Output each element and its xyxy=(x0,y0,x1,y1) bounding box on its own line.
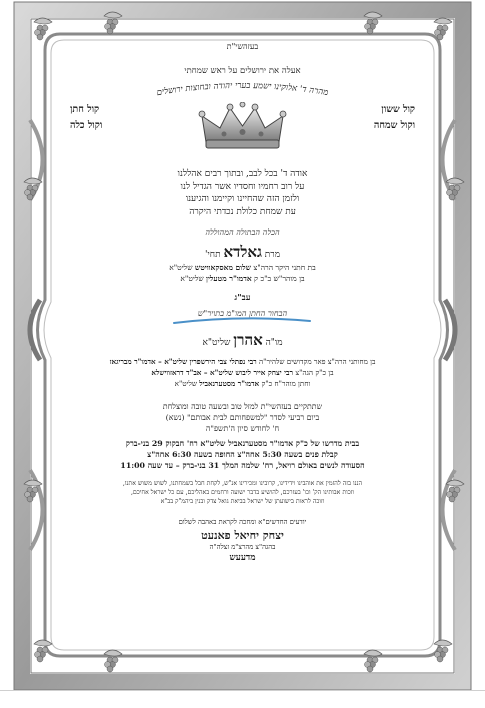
praise-line-1: אודה ד' בכל לבב, ובתוך רבים אהללנו xyxy=(177,169,308,179)
invite-line-1: שתתקיים בעזהשי"ת למזל טוב ובשעה טובה ומוצלחת xyxy=(162,402,323,411)
event-details xyxy=(62,438,423,471)
arc-verse-wrap xyxy=(62,80,423,98)
right-block-line-1: קול ששון xyxy=(381,104,415,115)
kalla-grandparent-line xyxy=(62,273,423,284)
praise-line-3: ולזמן הזה שהחיינו וקיימנו והגיענו xyxy=(185,194,300,204)
kalla-parent-line xyxy=(62,262,423,273)
chatan-prefix: מו"ה xyxy=(265,338,283,348)
kalla-line1-c: שליט"א xyxy=(169,263,193,272)
lineage-line-2 xyxy=(62,367,423,378)
kalla-line1-b: שלום מאסקאוויטש xyxy=(194,263,251,272)
notice-line-2: וזכות אבותינו הק' וכו' בעזרכם, להושיע בדבר ישועה ורחמים באהליכם, עם כל ישראל אחיכם, xyxy=(130,489,355,496)
notice-line-3: וזוכה לראות בישועתן של ישראל בביאת גואל צדק ובנין ביהמ"ק בב"א xyxy=(160,498,325,505)
chatan-name-line xyxy=(62,331,423,350)
invitation-content xyxy=(62,38,423,663)
lineage-2-a: בן כ"ק הגה"צ xyxy=(295,368,334,377)
chatan-lineage xyxy=(62,356,423,389)
im-connector: עב"ג xyxy=(234,293,251,303)
swoosh-ornament xyxy=(172,317,312,325)
lineage-3-a: וחתן מוהר"ח כ"ק xyxy=(261,379,311,388)
crown-icon xyxy=(194,102,291,152)
details-meal: הסעודה לנשים באולם רויאל, רח' שלמה המלך 31 בני-ברק – עד שעה 11:00 xyxy=(120,461,365,470)
left-block xyxy=(70,102,102,134)
lineage-3-c: שליט"א xyxy=(174,379,197,388)
chatan-title: הבחור החתן המו"מ בתויר"ש xyxy=(197,309,288,318)
lineage-1-b: רבי נפתלי צבי הירשפרין xyxy=(189,357,257,366)
signer-subtitle: בהגה"צ מהרצ"מ זצלה"ה xyxy=(209,543,276,551)
lineage-2-c: שליט"א – אב"ד דראזווישלא xyxy=(151,368,234,377)
kalla-title: הכלה הבתולה המהוללה xyxy=(205,228,280,237)
invite-section xyxy=(62,401,423,434)
opening-verse: אעלה את ירושלים על ראש שמחתי xyxy=(184,66,301,76)
kalla-prefix: מרת xyxy=(264,250,281,260)
chatan-title-wrap xyxy=(62,305,423,325)
kalla-line2-a: בן מוהר"ש ב"כ ק xyxy=(254,274,305,283)
arc-verse-text: מהרה ד' אלוקינו ישמע בערי יהודה ובחוצות ירושלים xyxy=(155,80,330,99)
lineage-1-c: שליט"א – אדמו"ר מבריגאז xyxy=(109,357,188,366)
invite-line-3: ח' לחודש סיון ה'תשפ"ה xyxy=(205,424,280,433)
footer-rule xyxy=(0,690,485,691)
kalla-name: גאלדא xyxy=(223,243,262,261)
lineage-line-3 xyxy=(62,378,423,389)
details-times: קבלת פנים בשעה 5:30 אחה"צ החופה בשעה 6:30 אחה"צ xyxy=(147,450,338,459)
arc-verse xyxy=(62,80,423,100)
right-block xyxy=(374,102,415,134)
left-block-line-2: וקול כלה xyxy=(70,120,103,131)
left-block-line-1: קול חתן xyxy=(70,104,100,115)
praise-line-4: עת שמחת כלולת נכדתי היקרה xyxy=(189,206,296,217)
signer-name: יצחק יחיאל פאנעט xyxy=(201,529,284,542)
chatan-name: אהרן xyxy=(233,331,263,349)
notice-line-1: הננו בזה להזמין את אוהבינו וידידינו, קרובינו ומכירינו אנ"ש, לקחת חבל בשמחתנו, לשוש משוש אתנו, xyxy=(122,480,363,487)
right-block-line-2: וקול שמחה xyxy=(373,120,415,131)
praise-line-2: על רוב רחמיו וחסדיו אשר הגדיל לנו xyxy=(180,181,305,192)
lineage-1-a: בן מחותני הרה"צ פאר מקדושים שלהיר"ה xyxy=(259,357,376,366)
lineage-line-1 xyxy=(62,356,423,367)
kalla-line1-a: בת חתני היקר הרה"צ xyxy=(253,263,316,272)
invite-line-2: ביום רביעי לסדר "למשפחותם לבית אבותם" (נשא) xyxy=(165,413,320,422)
signer-place: מדעעש xyxy=(229,553,256,563)
signoff: יודעים החדשים"א ומחכה לקראת באהבה לשלום xyxy=(178,518,307,526)
lineage-3-b: אדמו"ר מסטערנאביל xyxy=(199,379,260,388)
crown-row xyxy=(62,100,423,156)
kalla-line2-b: אדמו"ר מטעלין xyxy=(206,274,252,283)
kalla-line2-c: שליט"א xyxy=(180,274,204,283)
invitation-notice xyxy=(62,479,423,506)
bh-header: בעזהשי"ת xyxy=(226,42,259,51)
lineage-2-b: רבי יצחק אייר ליבוש xyxy=(235,368,294,377)
svg-text:מהרה ד' אלוקינו ישמע בערי יהוד xyxy=(156,81,329,98)
kalla-suffix: תחי' xyxy=(204,250,221,260)
details-venue: בבית מדרשו של כ"ק אדמו"ר מסטערנאביל שליט"א רח' חבקוק 29 בני-ברק xyxy=(125,439,360,448)
chatan-suffix: שליט"א xyxy=(202,338,231,348)
kalla-name-line xyxy=(62,243,423,262)
praise-section xyxy=(62,168,423,218)
